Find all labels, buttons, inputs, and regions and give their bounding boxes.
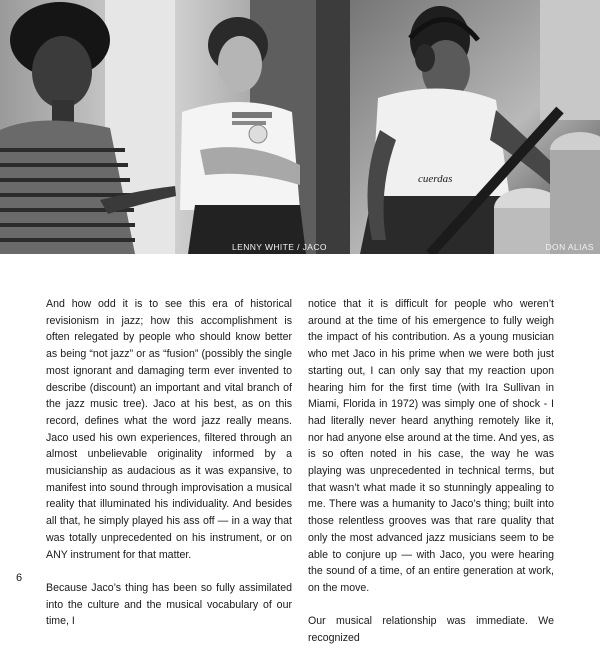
column-left bbox=[46, 296, 292, 647]
article-body bbox=[46, 296, 554, 647]
band-photo bbox=[0, 0, 600, 254]
column-right bbox=[308, 296, 554, 647]
photo-caption-right: DON ALIAS bbox=[545, 242, 594, 252]
shirt-text: cuerdas bbox=[418, 173, 453, 185]
paragraph: Because Jaco’s thing has been so fully assimilated into the culture and the musical vocabulary of our time, I bbox=[46, 581, 292, 628]
page-number: 6 bbox=[16, 572, 23, 584]
paragraph: And how odd it is to see this era of historical revisionism in jazz; how this accomplishment is often relegated by people who should know better as being “not jazz” or as “fusion” (possibly the single most ignorant and damaging term ever invented to describe (discount) an important and vital branch of the jazz music tree). Jaco at his best, as on this record, defines what the word jazz really means. Jaco used his own experiences, filtered through an almost unbelievable originality informed by a musicianship as audacious as it was expansive, to manifest into sound through improvisation a musical reality that illuminated his individuality. And besides all that, he simply played his ass off — in a way that was totally unprecedented on his instrument, or on ANY instrument for that matter. bbox=[46, 298, 292, 561]
paragraph: notice that it is difficult for people who weren’t around at the time of his emergence to fully weigh the impact of his contribution. As a young musician who met Jaco in his prime when we were both just starting out, I can only say that my reaction upon hearing him for the first time (with Ira Sullivan in Miami, Florida in 1972) was simply one of shock - I had literally never heard anything remotely like it, nor had anyone else around at the time. And yes, as is so often noted in his case, the way he was playing was unprecedented in technical terms, but that wasn’t what made it so stunningly appealing to me. There was a humanity to Jaco’s thing; built into those relentless grooves was that rare quality that only the most advanced jazz musicians seem to be able to conjure up — with Jaco, you were hearing the sound of a time, of an entire generation at work, on the move. bbox=[308, 298, 554, 594]
photo-strip bbox=[0, 0, 600, 254]
paragraph: Our musical relationship was immediate. We recognized bbox=[308, 615, 554, 645]
photo-caption-left: LENNY WHITE / JACO bbox=[232, 242, 327, 252]
